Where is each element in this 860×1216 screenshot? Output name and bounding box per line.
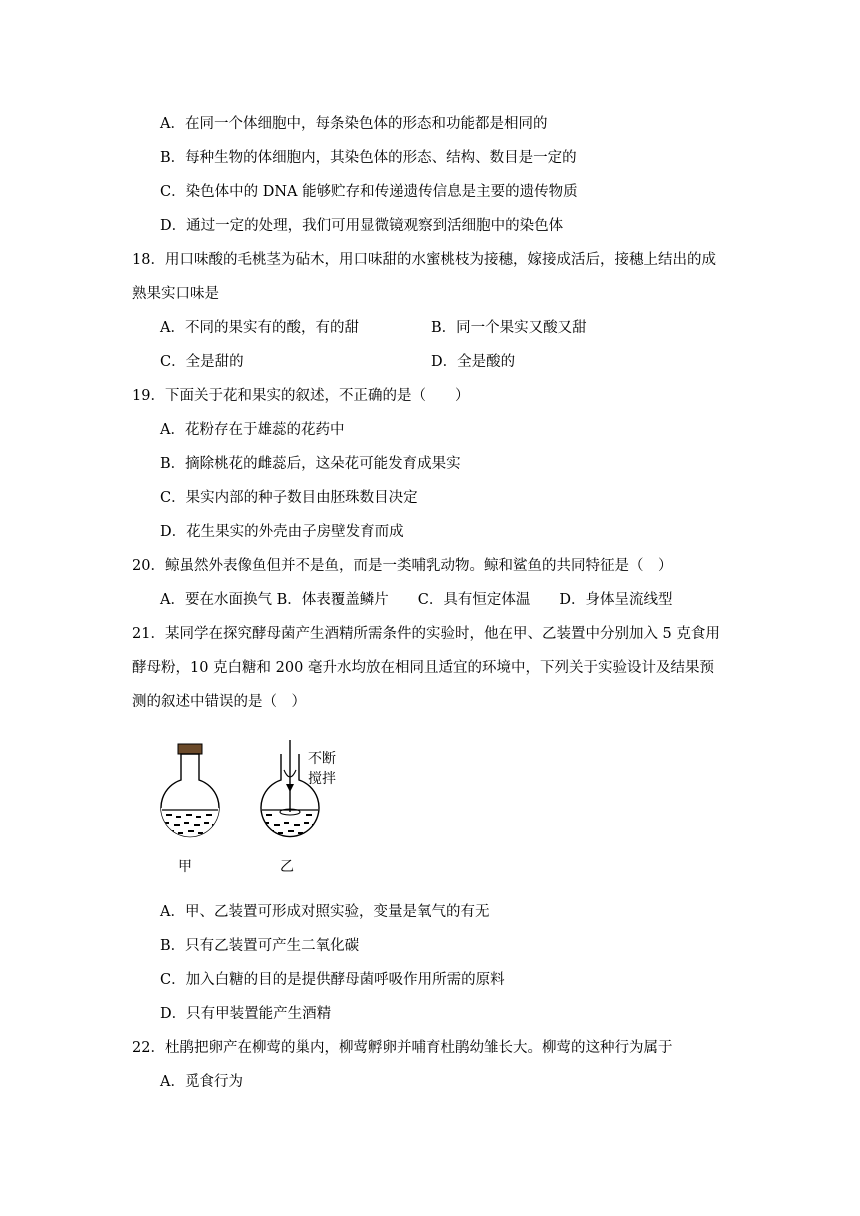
q19-option-d: D．花生果实的外壳由子房壁发育而成 [160, 524, 404, 540]
q18-option-c: C．全是甜的 [160, 354, 244, 370]
q21-stem-line1: 21．某同学在探究酵母菌产生酒精所需条件的实验时，他在甲、乙装置中分别加入 5 克食用 [132, 626, 720, 642]
q18-option-b: B．同一个果实又酸又甜 [431, 320, 587, 336]
q19-option-b: B．摘除桃花的雌蕊后，这朵花可能发育成果实 [160, 456, 461, 472]
flask-jia [158, 744, 228, 848]
q17-option-a: A．在同一个体细胞中，每条染色体的形态和功能都是相同的 [160, 116, 548, 132]
label-jia: 甲 [178, 859, 192, 875]
label-stir-2: 搅拌 [308, 771, 336, 787]
q18-option-d: D．全是酸的 [431, 354, 516, 370]
q19-option-a: A．花粉存在于雄蕊的花药中 [160, 422, 345, 438]
q18-option-a: A．不同的果实有的酸，有的甜 [160, 320, 359, 336]
label-yi: 乙 [280, 859, 294, 875]
q20-options: A．要在水面换气 B．体表覆盖鳞片 C．具有恒定体温 D．身体呈流线型 [160, 592, 673, 608]
label-stir-1: 不断 [308, 751, 336, 767]
stopper-icon [178, 744, 202, 754]
q21-option-a: A．甲、乙装置可形成对照实验，变量是氧气的有无 [160, 904, 490, 920]
q22-option-a: A．觅食行为 [160, 1074, 243, 1090]
q21-stem-line2: 酵母粉，10 克白糖和 200 毫升水均放在相同且适宜的环境中，下列关于实验设计及结果预 [132, 660, 714, 676]
q19-option-c: C．果实内部的种子数目由胚珠数目决定 [160, 490, 418, 506]
q21-option-b: B．只有乙装置可产生二氧化碳 [160, 938, 360, 954]
q19-stem: 19．下面关于花和果实的叙述，不正确的是（ ） [132, 388, 470, 404]
q17-option-c: C．染色体中的 DNA 能够贮存和传递遗传信息是主要的遗传物质 [160, 184, 578, 200]
q18-stem-line1: 18．用口味酸的毛桃茎为砧木，用口味甜的水蜜桃枝为接穗，嫁接成活后，接穗上结出的成 [132, 252, 716, 268]
q21-stem-line3: 测的叙述中错误的是（ ） [132, 694, 306, 710]
yeast-experiment-figure [150, 740, 370, 880]
q17-option-d: D．通过一定的处理，我们可用显微镜观察到活细胞中的染色体 [160, 218, 564, 234]
q21-option-d: D．只有甲装置能产生酒精 [160, 1006, 332, 1022]
q22-stem: 22．杜鹃把卵产在柳莺的巢内，柳莺孵卵并哺育杜鹃幼雏长大。柳莺的这种行为属于 [132, 1040, 673, 1056]
q20-stem: 20．鲸虽然外表像鱼但并不是鱼，而是一类哺乳动物。鲸和鲨鱼的共同特征是（ ） [132, 558, 673, 574]
q17-option-b: B．每种生物的体细胞内，其染色体的形态、结构、数目是一定的 [160, 150, 577, 166]
q21-option-c: C．加入白糖的目的是提供酵母菌呼吸作用所需的原料 [160, 972, 505, 988]
q18-stem-line2: 熟果实口味是 [132, 286, 219, 302]
